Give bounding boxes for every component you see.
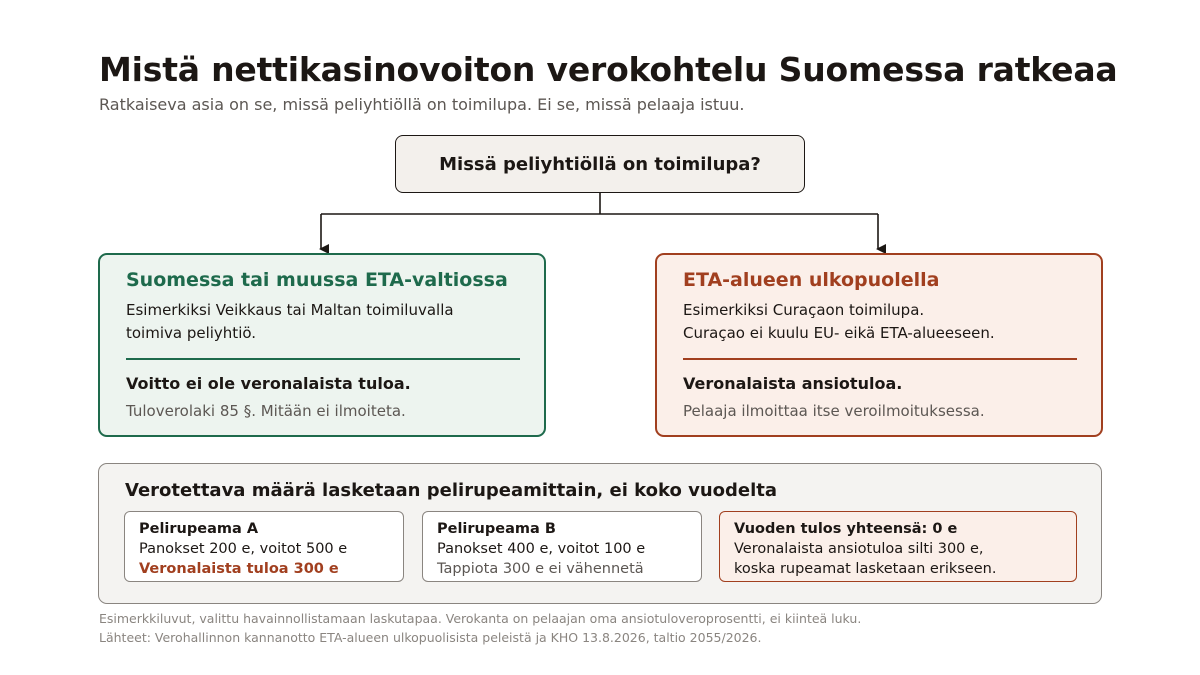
year-total-line: koska rupeamat lasketaan erikseen. xyxy=(734,561,997,577)
session-a-result: Veronalaista tuloa 300 e xyxy=(139,561,339,577)
branch-non-eta-description-line: Curaçao ei kuulu EU- eikä ETA-alueeseen. xyxy=(683,324,995,342)
page-title: Mistä nettikasinovoiton verokohtelu Suomessa ratkeaa xyxy=(99,50,1118,89)
branch-eta-card xyxy=(98,253,546,437)
year-total-title: Vuoden tulos yhteensä: 0 e xyxy=(734,521,958,537)
year-total-box xyxy=(719,511,1077,582)
page-subtitle: Ratkaiseva asia on se, missä peliyhtiöllä on toimilupa. Ei se, missä pelaaja istuu. xyxy=(99,95,745,114)
branch-eta-verdict: Voitto ei ole veronalaista tuloa. xyxy=(126,373,411,393)
session-a-title: Pelirupeama A xyxy=(139,521,259,537)
branch-eta-description-line: toimiva peliyhtiö. xyxy=(126,324,257,342)
year-total-line: Veronalaista ansiotuloa silti 300 e, xyxy=(734,541,984,557)
branch-eta-description xyxy=(126,299,518,345)
session-a-box xyxy=(124,511,404,582)
calculation-panel xyxy=(98,463,1102,604)
branch-non-eta-note: Pelaaja ilmoittaa itse veroilmoituksessa. xyxy=(683,401,985,420)
branch-non-eta-divider xyxy=(683,358,1077,360)
branch-non-eta-description-line: Esimerkiksi Curaçaon toimilupa. xyxy=(683,301,925,319)
branch-eta-heading: Suomessa tai muussa ETA-valtiossa xyxy=(126,269,508,291)
decision-question: Missä peliyhtiöllä on toimilupa? xyxy=(395,135,805,193)
branch-eta-divider xyxy=(126,358,520,360)
footnote-disclaimer: Esimerkkiluvut, valittu havainnollistamaan laskutapaa. Verokanta on pelaajan oma ansiotuloveroprosentti, ei kiinteä luku. xyxy=(99,611,862,626)
branch-non-eta-heading: ETA-alueen ulkopuolella xyxy=(683,269,940,291)
branch-non-eta-verdict: Veronalaista ansiotuloa. xyxy=(683,373,903,393)
session-b-box xyxy=(422,511,702,582)
branch-eta-description-line: Esimerkiksi Veikkaus tai Maltan toimiluvalla xyxy=(126,301,454,319)
footnote-sources: Lähteet: Verohallinnon kannanotto ETA-alueen ulkopuolisista peleistä ja KHO 13.8.2026, taltio 2055/2026. xyxy=(99,630,762,645)
branch-eta-note: Tuloverolaki 85 §. Mitään ei ilmoiteta. xyxy=(126,401,406,420)
session-b-result: Tappiota 300 e ei vähennetä xyxy=(437,561,644,577)
branch-non-eta-card xyxy=(655,253,1103,437)
session-b-stakes: Panokset 400 e, voitot 100 e xyxy=(437,541,646,557)
branch-non-eta-description xyxy=(683,299,1075,345)
calculation-heading: Verotettava määrä lasketaan pelirupeamittain, ei koko vuodelta xyxy=(125,480,778,501)
session-b-title: Pelirupeama B xyxy=(437,521,556,537)
session-a-stakes: Panokset 200 e, voitot 500 e xyxy=(139,541,348,557)
